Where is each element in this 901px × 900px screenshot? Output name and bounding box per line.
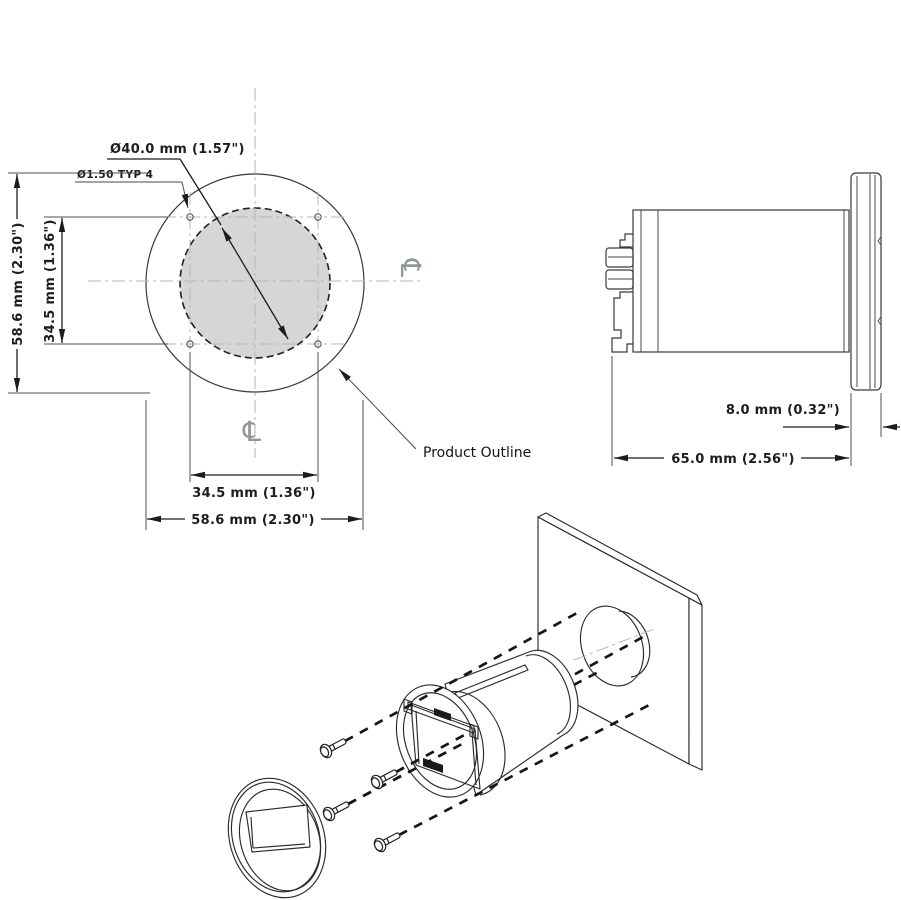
screw	[372, 828, 403, 853]
screw	[321, 797, 352, 822]
dim-width-holes-label: 34.5 mm (1.36")	[192, 486, 316, 501]
centerline-symbol-right: ℄	[394, 259, 427, 277]
centerline-symbol-bottom: ℄	[243, 415, 261, 448]
side-rear-connector	[606, 234, 633, 352]
dim-height-holes-label: 34.5 mm (1.36")	[43, 219, 58, 343]
side-body	[633, 210, 849, 352]
dim-screw-holes-label: Ø1.50 TYP 4	[77, 169, 154, 181]
side-view	[606, 173, 900, 467]
front-view	[8, 88, 531, 530]
dim-height-outer	[8, 173, 150, 393]
product-outline-label: Product Outline	[423, 445, 532, 461]
dim-screw-holes	[75, 169, 188, 208]
dim-bezel-thickness-label: 8.0 mm (0.32")	[725, 403, 840, 418]
dim-height-outer-label: 58.6 mm (2.30")	[11, 222, 26, 346]
gauge-assembly	[381, 650, 578, 810]
mounting-screws	[318, 734, 403, 853]
side-bezel	[851, 173, 881, 390]
dim-hole-diameter-label: Ø40.0 mm (1.57")	[110, 142, 245, 157]
dim-body-length-label: 65.0 mm (2.56")	[671, 452, 795, 467]
bezel-cover	[213, 765, 342, 900]
screw	[318, 734, 349, 759]
bezel-window	[246, 805, 310, 852]
dim-width-outer-label: 58.6 mm (2.30")	[191, 513, 315, 528]
product-outline-callout	[339, 369, 531, 461]
exploded-view	[213, 513, 702, 900]
